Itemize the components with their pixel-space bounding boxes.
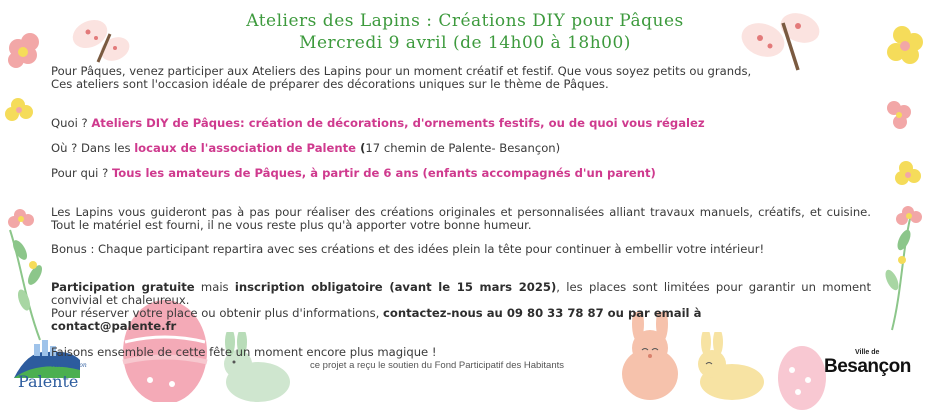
contact-phone: contactez-nous au 09 80 33 78 87 ou par email à [383, 306, 702, 320]
ou-label: Où ? Dans les [51, 141, 135, 155]
participation-rest: , les places sont limitées pour garantir un moment convivial et chaleureux. [51, 280, 872, 307]
ou-paren: ( [356, 141, 366, 155]
description-paragraph: Les Lapins vous guideront pas à pas pour réaliser des créations originales et personnalisées alliant travaux manuels, créatifs, et cuisine. Tout le matériel est fourni, il ne vous reste plus qu'à apporter votre bonne humeur. [51, 205, 871, 232]
palente-logo-text: Palente [18, 372, 79, 391]
participation-required: inscription obligatoire (avant le 15 mars 2025) [234, 280, 557, 294]
participation-mid: mais [194, 280, 235, 294]
ou-line [51, 142, 871, 155]
intro-line-2: Ces ateliers sont l'occasion idéale de préparer des décorations uniques sur le thème de Pâques. [51, 77, 609, 91]
support-note: ce projet a reçu le soutien du Fond Participatif des Habitants [310, 360, 565, 371]
contact-paragraph [51, 307, 871, 333]
event-title: Ateliers des Lapins : Créations DIY pour Pâques [246, 11, 684, 31]
pour-qui-label: Pour qui ? [51, 166, 112, 180]
bunny-yellow-decoration [690, 332, 770, 402]
pour-qui-value: Tous les amateurs de Pâques, à partir de 6 ans (enfants accompagnés d'un parent) [111, 166, 656, 180]
intro-paragraph [51, 65, 871, 91]
closing-line: Faisons ensemble de cette fête un moment encore plus magique ! [51, 345, 437, 359]
intro-line-1: Pour Pâques, venez participer aux Ateliers des Lapins pour un moment créatif et festif. Que vous soyez petits ou grands, [51, 64, 752, 78]
quoi-label: Quoi ? [51, 116, 92, 130]
contact-email-link[interactable]: contact@palente.fr [51, 319, 177, 333]
right-floral-decoration [872, 0, 930, 400]
pour-qui-line [51, 167, 871, 180]
association-label: Association [52, 362, 87, 369]
contact-intro: Pour réserver votre place ou obtenir plus d'informations, [51, 306, 384, 320]
besancon-logo-text: Besançon [824, 356, 911, 377]
event-date: Mercredi 9 avril (de 14h00 à 18h00) [299, 33, 631, 53]
ou-address: 17 chemin de Palente- Besançon) [365, 141, 561, 155]
bonus-paragraph: Bonus : Chaque participant repartira avec ses créations et des idées plein la tête pour continuer à embellir votre intérieur! [51, 242, 765, 256]
participation-free: Participation gratuite [51, 280, 195, 294]
quoi-value: Ateliers DIY de Pâques: création de décorations, d'ornements festifs, ou de quoi vous régalez [91, 116, 705, 130]
participation-paragraph [51, 281, 871, 307]
ou-value: locaux de l'association de Palente [134, 141, 357, 155]
ville-de-label: Ville de [855, 349, 880, 356]
bunny-green-decoration [210, 332, 300, 402]
quoi-line [51, 117, 871, 130]
